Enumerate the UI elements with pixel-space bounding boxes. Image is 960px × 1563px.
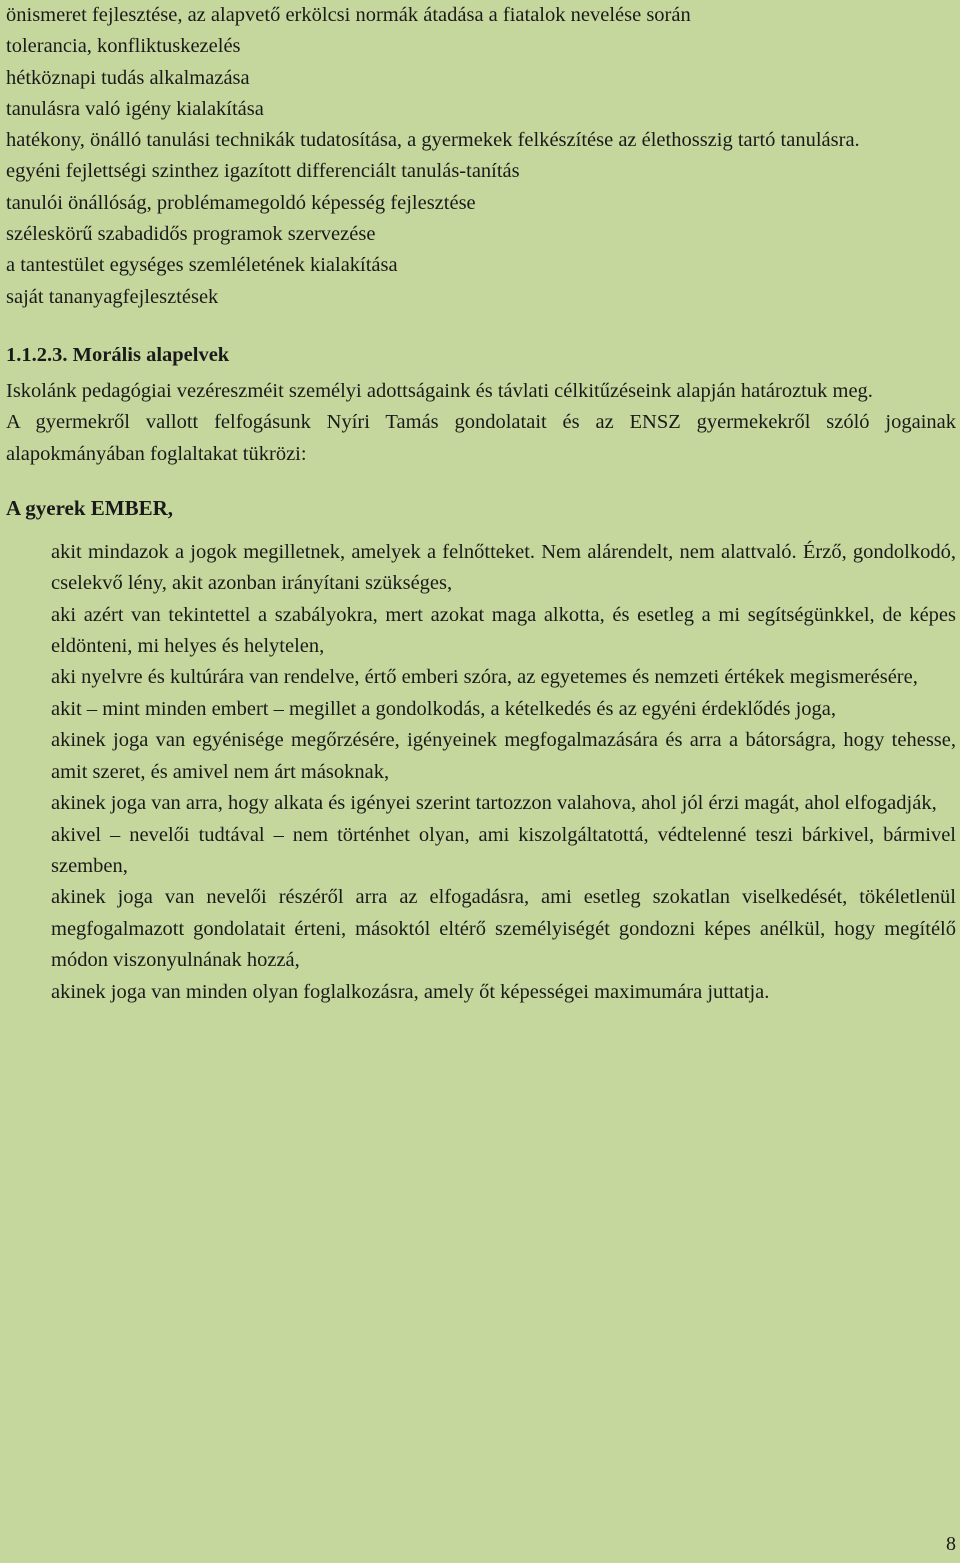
rights-item: akinek joga van arra, hogy alkata és igényei szerint tartozzon valahova, ahol jól érzi magát, ahol elfogadják, [51, 792, 937, 815]
goals-list-bottom [6, 156, 956, 312]
paragraph: A gyermekről vallott felfogásunk Nyíri Tamás gondolatait és az ENSZ gyermekekről szóló jogainak alapokmányában foglaltakat tükrözi: [6, 411, 956, 465]
list-item: széleskörű szabadidős programok szervezése [6, 223, 376, 246]
list-item: hétköznapi tudás alkalmazása [6, 66, 250, 89]
rights-item: akinek joga van minden olyan foglalkozásra, amely őt képességei maximumára juttatja. [51, 980, 770, 1003]
rights-item: akinek joga van egyénisége megőrzésére, igényeinek megfogalmazására és arra a bátorságra, hogy tehesse, amit szeret, és amivel nem árt másoknak, [51, 729, 956, 783]
section-heading [6, 340, 956, 371]
list-item: tanulói önállóság, problémamegoldó képesség fejlesztése [6, 191, 476, 214]
list-item: önismeret fejlesztése, az alapvető erkölcsi normák átadása a fiatalok nevelése során [6, 4, 691, 26]
list-item: tolerancia, konfliktuskezelés [6, 35, 241, 58]
list-item: saját tananyagfejlesztések [6, 285, 219, 308]
rights-item: akit – mint minden embert – megillet a gondolkodás, a kételkedés és az egyéni érdeklődés joga, [51, 697, 837, 720]
goals-list-top [6, 0, 956, 156]
rights-item: aki azért van tekintettel a szabályokra, mert azokat maga alkotta, és esetleg a mi segítségünkkel, de képes eldönteni, mi helyes és helytelen, [51, 603, 956, 658]
rights-item: akivel – nevelői tudtával – nem történhet olyan, ami kiszolgáltatottá, védtelenné teszi bárkivel, bármivel szemben, [51, 823, 956, 877]
rights-item: akit mindazok a jogok megilletnek, amelyek a felnőtteket. Nem alárendelt, nem alattvaló. Érző, gondolkodó, cselekvő lény, akit azonban irányítani szükséges, [51, 540, 956, 595]
section-number: 1.1.2.3. [6, 343, 68, 366]
list-item: hatékony, önálló tanulási technikák tudatosítása, a gyermekek felkészítése az élethosszig tartó tanulásra. [6, 129, 860, 152]
document-page [6, 0, 956, 1008]
ember-heading: A gyerek EMBER, [6, 495, 174, 520]
rights-list [51, 537, 956, 1008]
page-number: 8 [946, 1533, 956, 1555]
paragraph: Iskolánk pedagógiai vezéreszméit személyi adottságaink és távlati célkitűzéseink alapján határoztuk meg. [6, 379, 873, 402]
rights-item: akinek joga van nevelői részéről arra az elfogadásra, ami esetleg szokatlan viselkedését, tökéletlenül megfogalmazott gondolatait érteni, másoktól eltérő személyiségét gondozni képes anélkül, hogy megítélő módon viszonyulnának hozzá, [51, 886, 956, 972]
list-item: egyéni fejlettségi szinthez igazított differenciált tanulás-tanítás [6, 160, 520, 183]
list-item: tanulásra való igény kialakítása [6, 97, 264, 120]
list-item: a tantestület egységes szemléletének kialakítása [6, 254, 398, 277]
section-title: Morális alapelvek [72, 343, 230, 366]
rights-item: aki nyelvre és kultúrára van rendelve, értő emberi szóra, az egyetemes és nemzeti értékek megismerésére, [51, 666, 918, 689]
